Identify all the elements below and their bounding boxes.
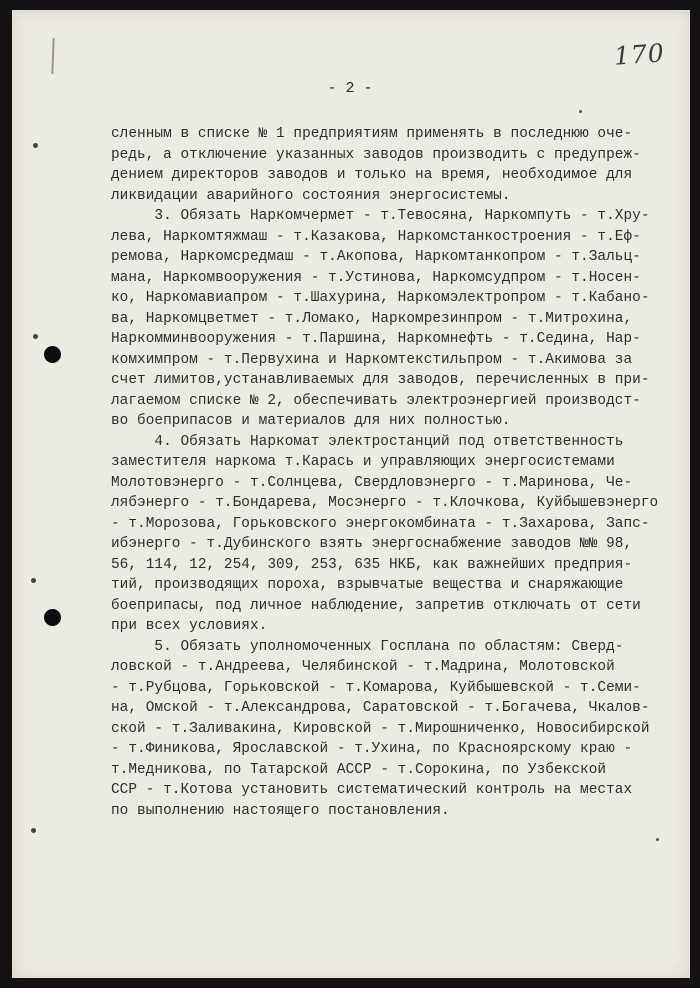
text-line: тий, производящих пороха, взрывчатые вещества и снаряжающие	[111, 577, 624, 593]
text-line: мана, Наркомвооружения - т.Устинова, Наркомсудпром - т.Носен-	[111, 269, 641, 286]
binding-mark	[33, 334, 38, 339]
archive-page-number: 170	[613, 38, 666, 71]
document-body	[111, 124, 691, 821]
binding-mark	[31, 578, 36, 583]
text-line: ловской - т.Андреева, Челябинской - т.Мадрина, Молотовской	[111, 659, 615, 675]
text-line: боеприпасы, под личное наблюдение, запретив отключать от сети	[111, 597, 641, 614]
ink-speck	[579, 110, 582, 113]
text-line: редь, а отключение указанных заводов производить с предупреж-	[111, 146, 641, 163]
text-line: - т.Рубцова, Горьковской - т.Комарова, Куйбышевской - т.Семи-	[111, 679, 641, 696]
text-line: ликвидации аварийного состояния энергосистемы.	[111, 187, 511, 204]
text-line: - т.Морозова, Горьковского энергокомбината - т.Захарова, Запс-	[111, 515, 650, 532]
binding-mark	[31, 828, 36, 833]
text-line: 56, 114, 12, 254, 309, 253, 635 НКБ, как важнейших предприя-	[111, 556, 633, 573]
text-line: при всех условиях.	[111, 618, 268, 634]
text-line: лябэнерго - т.Бондарева, Мосэнерго - т.Клочкова, Куйбышевэнерго	[111, 495, 659, 511]
page-number: - 2 -	[327, 80, 373, 97]
text-line: дением директоров заводов и только на время, необходимое для	[111, 167, 633, 183]
text-line: т.Медникова, по Татарской АССР - т.Сорокина, по Узбекской	[111, 761, 607, 778]
text-line: 5. Обязать уполномоченных Госплана по областям: Сверд-	[111, 638, 624, 655]
text-line: лагаемом списке № 2, обеспечивать электроэнергией производст-	[111, 392, 641, 409]
text-line: - т.Финикова, Ярославской - т.Ухина, по Красноярскому краю -	[111, 741, 633, 757]
text-line: во боеприпасов и материалов для них полностью.	[111, 413, 511, 429]
text-line: Молотовэнерго - т.Солнцева, Свердловэнерго - т.Маринова, Че-	[111, 474, 633, 491]
text-line: 4. Обязать Наркомат электростанций под ответственность	[111, 433, 624, 450]
text-line: ко, Наркомавиапром - т.Шахурина, Наркомэлектропром - т.Кабано-	[111, 290, 650, 306]
text-line: комхимпром - т.Первухина и Наркомтекстильпром - т.Акимова за	[111, 351, 633, 368]
punch-hole	[44, 346, 61, 363]
punch-hole	[44, 609, 61, 626]
text-line: лева, Наркомтяжмаш - т.Казакова, Наркомстанкостроения - т.Еф-	[111, 228, 641, 245]
text-line: счет лимитов,устанавливаемых для заводов, перечисленных в при-	[111, 372, 650, 388]
text-line: заместителя наркома т.Карась и управляющих энергосистемами	[111, 454, 615, 470]
text-line: ской - т.Заливакина, Кировской - т.Мирошниченко, Новосибирской	[111, 720, 650, 737]
binding-mark	[33, 143, 38, 148]
text-line: сленным в списке № 1 предприятиям применять в последнюю оче-	[111, 126, 633, 142]
text-line: по выполнению настоящего постановления.	[111, 802, 450, 819]
text-line: ССР - т.Котова установить систематический контроль на местах	[111, 782, 633, 798]
text-line: Наркомминвооружения - т.Паршина, Наркомнефть - т.Седина, Нар-	[111, 331, 641, 347]
ink-speck	[656, 838, 659, 841]
text-line: 3. Обязать Наркомчермет - т.Тевосяна, Наркомпуть - т.Хру-	[111, 208, 650, 224]
text-line: ремова, Наркомсредмаш - т.Акопова, Наркомтанкопром - т.Зальц-	[111, 249, 641, 265]
text-line: ва, Наркомцветмет - т.Ломако, Наркомрезинпром - т.Митрохина,	[111, 310, 633, 327]
text-line: на, Омской - т.Александрова, Саратовской - т.Богачева, Чкалов-	[111, 700, 650, 716]
text-line: ибэнерго - т.Дубинского взять энергоснабжение заводов №№ 98,	[111, 536, 633, 552]
